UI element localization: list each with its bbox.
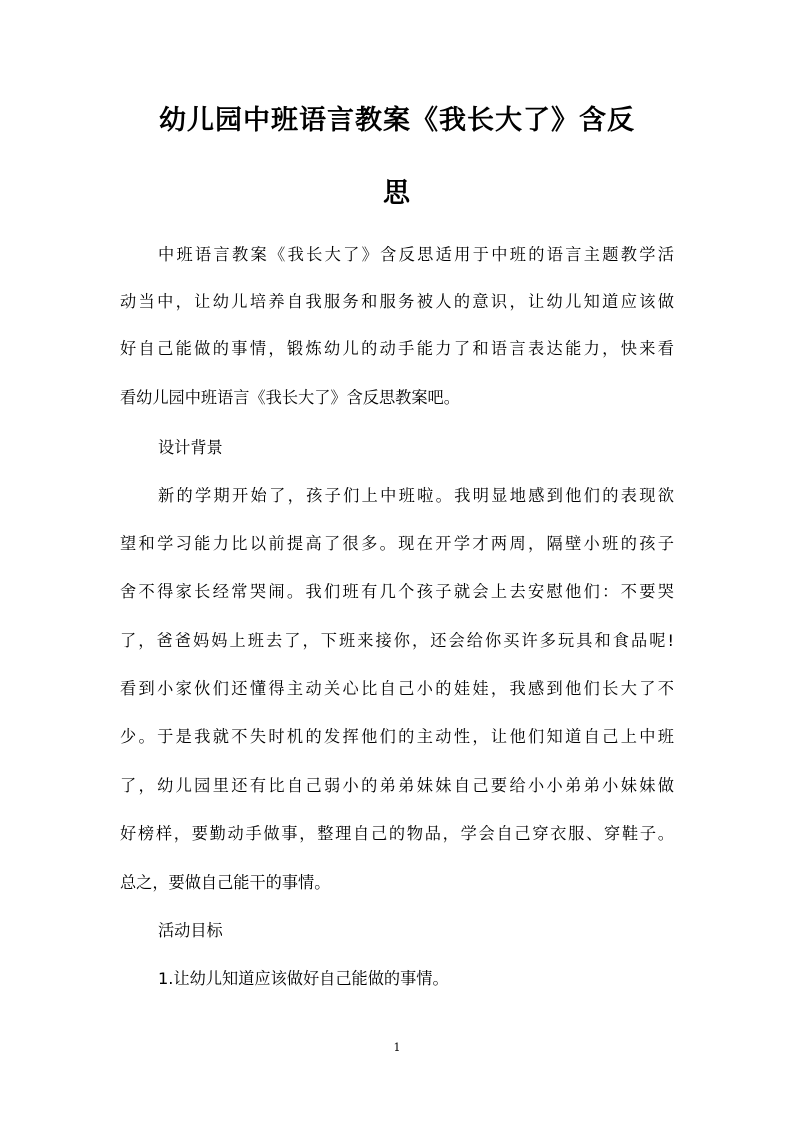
background-line-4: 了，爸爸妈妈上班去了，下班来接你，还会给你买许多玩具和食品呢! [120, 631, 674, 650]
background-line-6: 少。于是我就不失时机的发挥他们的主动性，让他们知道自己上中班 [120, 727, 674, 746]
background-line-7: 了，幼儿园里还有比自己弱小的弟弟妹妹自己要给小小弟弟小妹妹做 [120, 776, 674, 795]
intro-line-3: 好自己能做的事情，锻炼幼儿的动手能力了和语言表达能力，快来看 [120, 339, 674, 358]
section-heading-background: 设计背景 [158, 438, 223, 457]
background-line-1: 新的学期开始了，孩子们上中班啦。我明显地感到他们的表现欲 [158, 486, 674, 505]
section-heading-goals: 活动目标 [158, 921, 223, 940]
background-line-5: 看到小家伙们还懂得主动关心比自己小的娃娃，我感到他们长大了不 [120, 679, 674, 698]
intro-line-4: 看幼儿园中班语言《我长大了》含反思教案吧。 [120, 388, 460, 407]
background-line-8: 好榜样，要勤动手做事，整理自己的物品，学会自己穿衣服、穿鞋子。 [120, 824, 674, 843]
goal-item-1: 1.让幼儿知道应该做好自己能做的事情。 [158, 969, 449, 988]
page-number: 1 [393, 1041, 401, 1054]
background-line-2: 望和学习能力比以前提高了很多。现在开学才两周，隔壁小班的孩子 [120, 534, 674, 553]
intro-line-2: 动当中，让幼儿培养自我服务和服务被人的意识，让幼儿知道应该做 [120, 292, 674, 311]
document-title-line-1: 幼儿园中班语言教案《我长大了》含反 [159, 105, 635, 136]
background-line-3: 舍不得家长经常哭闹。我们班有几个孩子就会上去安慰他们：不要哭 [120, 582, 674, 601]
background-line-9: 总之，要做自己能干的事情。 [120, 873, 331, 892]
intro-line-1: 中班语言教案《我长大了》含反思适用于中班的语言主题教学活 [158, 245, 674, 264]
document-title-line-2: 思 [383, 178, 411, 209]
